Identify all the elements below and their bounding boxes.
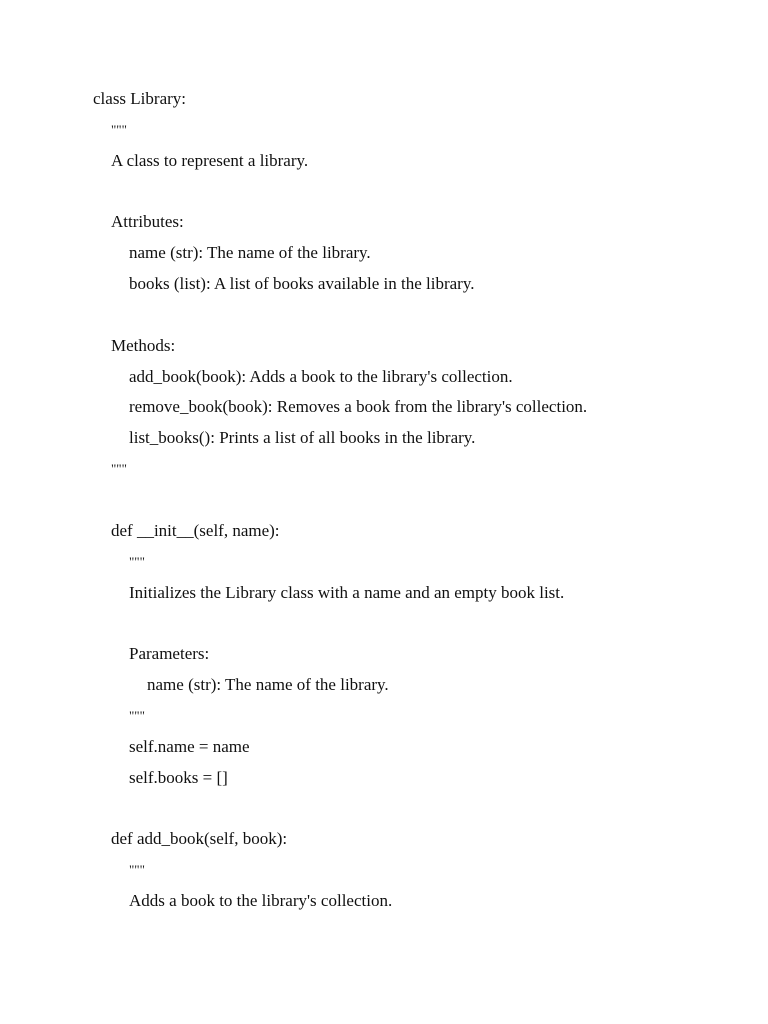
code-listing: [93, 84, 733, 917]
code-line: Adds a book to the library's collection.: [129, 890, 393, 910]
code-line: name (str): The name of the library.: [147, 675, 389, 695]
code-line: Initializes the Library class with a name and an empty book list.: [129, 582, 565, 602]
code-line: remove_book(book): Removes a book from the library's collection.: [129, 397, 588, 417]
blank-line: [93, 177, 733, 208]
code-line: Methods:: [111, 335, 176, 355]
code-line: def __init__(self, name):: [111, 520, 280, 540]
code-line: Attributes:: [111, 212, 184, 232]
code-line: """: [129, 553, 145, 569]
code-line: class Library:: [93, 89, 186, 108]
code-line: add_book(book): Adds a book to the library's collection.: [129, 366, 513, 386]
blank-line: [93, 485, 733, 516]
blank-line: [93, 793, 733, 824]
code-line: Parameters:: [129, 644, 210, 664]
blank-line: [93, 608, 733, 639]
code-line: self.books = []: [129, 767, 228, 787]
code-line: self.name = name: [129, 736, 250, 756]
code-line: A class to represent a library.: [111, 150, 309, 170]
code-line: """: [129, 707, 145, 723]
code-line: name (str): The name of the library.: [129, 243, 371, 263]
blank-line: [93, 300, 733, 331]
code-line: """: [111, 121, 127, 137]
code-line: def add_book(self, book):: [111, 829, 288, 849]
code-line: """: [129, 862, 145, 878]
code-line: books (list): A list of books available in the library.: [129, 274, 475, 294]
code-line: list_books(): Prints a list of all books in the library.: [129, 428, 476, 448]
code-line: """: [111, 461, 127, 477]
